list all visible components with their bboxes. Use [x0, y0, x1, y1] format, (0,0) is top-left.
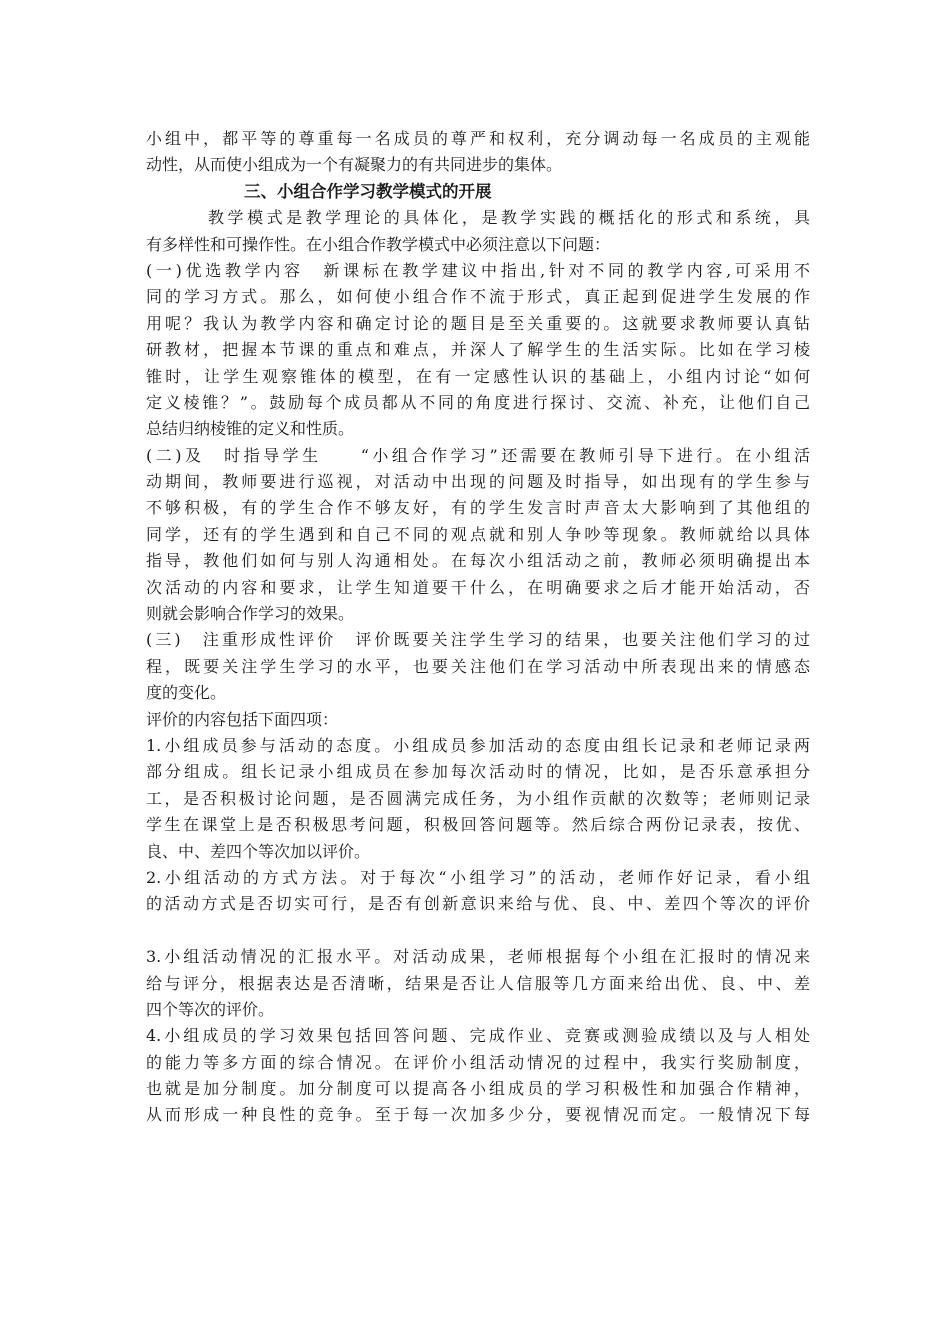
paragraph-line: 总结归纳棱锥的定义和性质。 — [146, 419, 355, 439]
paragraph-line: (一)优选教学内容 新课标在教学建议中指出,针对不同的教学内容,可采用不 — [146, 260, 810, 280]
blank-line — [146, 918, 810, 944]
paragraph-line: 用呢？我认为教学内容和确定讨论的题目是至关重要的。这就要求教师要认真钻 — [146, 313, 810, 333]
paragraph-line: 评价的内容包括下面四项： — [146, 709, 339, 729]
paragraph-line: 次活动的内容和要求，让学生知道要干什么，在明确要求之后才能开始活动，否 — [146, 577, 810, 597]
paragraph-line: 工，是否积极讨论问题，是否圆满完成任务，为小组作贡献的次数等；老师则记录 — [146, 788, 810, 808]
paragraph-line: 动期间，教师要进行巡视，对活动中出现的问题及时指导，如出现有的学生参与 — [146, 472, 810, 492]
paragraph-line: 锥时，让学生观察锥体的模型，在有一定感性认识的基础上，小组内讨论“如何 — [146, 366, 810, 386]
paragraph-line: 研教材，把握本节课的重点和难点，并深人了解学生的生活实际。比如在学习棱 — [146, 340, 810, 360]
paragraph-line: 4.小组成员的学习效果包括回答问题、完成作业、竞赛或测验成绩以及与人相处 — [146, 1026, 810, 1046]
paragraph-line: (二)及 时指导学生 “小组合作学习”还需要在教师引导下进行。在小组活 — [146, 445, 810, 465]
paragraph-line: 2.小组活动的方式方法。对于每次“小组学习”的活动，老师作好记录，看小组 — [146, 867, 810, 887]
paragraph-line: 程，既要关注学生学习的水平，也要关注他们在学习活动中所表现出来的情感态 — [146, 656, 810, 676]
paragraph-line: 定义棱锥？”。鼓励每个成员都从不同的角度进行探讨、交流、补充，让他们自己 — [146, 392, 810, 412]
paragraph-line: 有多样性和可操作性。在小组合作教学模式中必须注意以下问题： — [146, 234, 611, 254]
paragraph-line: 同的学习方式。那么，如何使小组合作不流于形式，真正起到促进学生发展的作 — [146, 287, 810, 307]
paragraph-line: 指导，教他们如何与别人沟通相处。在每次小组活动之前，教师必须明确提出本 — [146, 551, 810, 571]
paragraph-line: 的活动方式是否切实可行，是否有创新意识来给与优、良、中、差四个等次的评价 — [146, 894, 810, 914]
paragraph-line: 的能力等多方面的综合情况。在评价小组活动情况的过程中，我实行奖励制度， — [146, 1052, 810, 1072]
paragraph-line: (三) 注重形成性评价 评价既要关注学生学习的结果，也要关注他们学习的过 — [146, 630, 810, 650]
paragraph-line: 同学，还有的学生遇到和自己不同的观点就和别人争吵等现象。教师就给以具体 — [146, 524, 810, 544]
paragraph-line: 则就会影响合作学习的效果。 — [146, 604, 355, 624]
paragraph-line: 动性，从而使小组成为一个有凝聚力的有共同进步的集体。 — [146, 155, 563, 175]
document-page — [146, 126, 810, 1129]
paragraph-line: 四个等次的评价。 — [146, 999, 275, 1019]
section-heading: 三、小组合作学习教学模式的开展 — [244, 181, 492, 201]
paragraph-line: 度的变化。 — [146, 683, 227, 703]
paragraph-line: 给与评分，根据表达是否清晰，结果是否让人信服等几方面来给出优、良、中、差 — [146, 973, 810, 993]
paragraph-line: 学生在课堂上是否积极思考问题，积极回答问题等。然后综合两份记录表，按优、 — [146, 815, 810, 835]
paragraph-line: 不够积极，有的学生合作不够友好，有的学生发言时声音太大影响到了其他组的 — [146, 498, 810, 518]
paragraph-line: 小组中，都平等的尊重每一名成员的尊严和权利，充分调动每一名成员的主观能 — [146, 129, 810, 148]
paragraph-line: 也就是加分制度。加分制度可以提高各小组成员的学习积极性和加强合作精神， — [146, 1079, 810, 1099]
paragraph-line: 3.小组活动情况的汇报水平。对活动成果，老师根据每个小组在汇报时的情况来 — [146, 947, 810, 967]
paragraph-line: 1.小组成员参与活动的态度。小组成员参加活动的态度由组长记录和老师记录两 — [146, 735, 810, 755]
paragraph-line: 从而形成一种良性的竞争。至于每一次加多少分，要视情况而定。一般情况下每 — [146, 1105, 810, 1125]
paragraph-line: 教学模式是教学理论的具体化，是教学实践的概括化的形式和系统，具 — [208, 208, 810, 228]
paragraph-line: 部分组成。组长记录小组成员在参加每次活动时的情况，比如，是否乐意承担分 — [146, 762, 810, 782]
paragraph-line: 良、中、差四个等次加以评价。 — [146, 841, 371, 861]
